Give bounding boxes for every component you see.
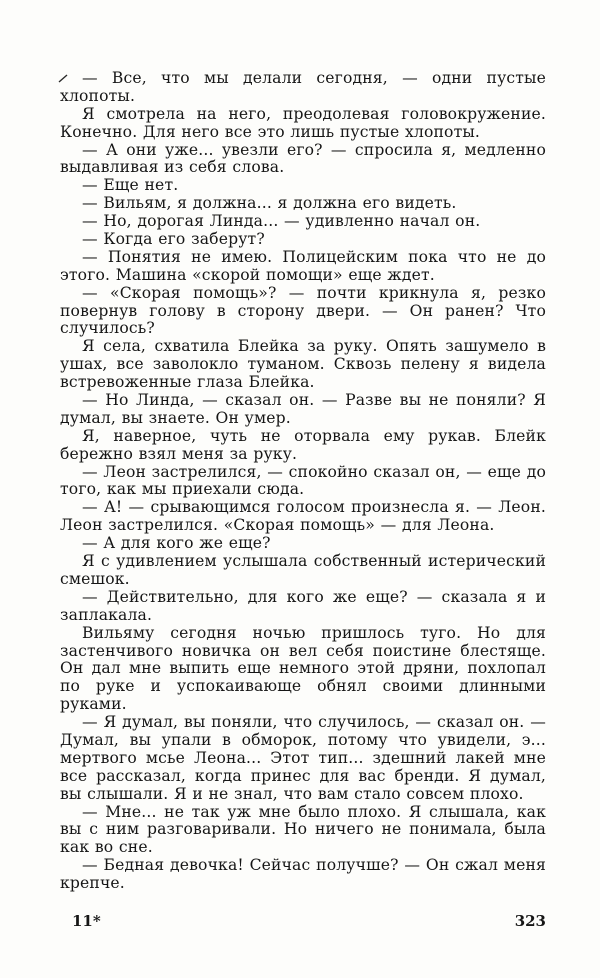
paragraph: — Но Линда, — сказал он. — Разве вы не поняли? Я думал, вы знаете. Он умер. bbox=[60, 391, 546, 427]
paragraph: — Еще нет. bbox=[82, 176, 179, 195]
paragraph: — Вильям, я должна... я должна его видеть. bbox=[82, 194, 457, 213]
paragraph: — Когда его заберут? bbox=[82, 230, 265, 249]
paragraph: Я, наверное, чуть не оторвала ему рукав. Блейк бережно взял меня за руку. bbox=[60, 426, 546, 463]
paragraph: Вильяму сегодня ночью пришлось туго. Но для застенчивого новичка он вел себя поистине блестяще. Он дал мне выпить еще немного этой дряни, похлопал по руке и успокаивающе обнял своими длинными руками. bbox=[60, 623, 546, 714]
signature-mark: 11* bbox=[72, 912, 101, 930]
paragraph: — Леон застрелился, — спокойно сказал он, — еще до того, как мы приехали сюда. bbox=[60, 462, 546, 499]
paragraph: Я с удивлением услышала собственный истерический смешок. bbox=[60, 552, 546, 588]
paragraph: — Понятия не имею. Полицейским пока что не до этого. Машина «скорой помощи» еще ждет. bbox=[60, 247, 546, 284]
paragraph: — Но, дорогая Линда... — удивленно начал он. bbox=[82, 212, 481, 231]
paragraph: — А они уже... увезли его? — спросила я, медленно выдавливая из себя слова. bbox=[60, 140, 546, 177]
paragraph: — «Скорая помощь»? — почти крикнула я, резко повернув голову в сторону двери. — Он ранен? Что случилось? bbox=[60, 283, 546, 338]
paragraph: Я села, схватила Блейка за руку. Опять зашумело в ушах, все заволокло туманом. Сквозь пелену я видела встревоженные глаза Блейка. bbox=[60, 337, 546, 392]
paragraph: — Я думал, вы поняли, что случилось, — сказал он. — Думал, вы упали в обморок, потому что увидели, э... мертвого мсье Леона... Этот тип... здешний лакей мне все рассказал, когда принес для вас бренди. Я думал, вы слышали. Я и не знал, что вам стало совсем плохо. bbox=[60, 713, 546, 803]
paragraph: — Мне... не так уж мне было плохо. Я слышала, как вы с ним разговаривали. Но ничего не понимала, была как во сне. bbox=[60, 802, 546, 857]
paragraph: — А для кого же еще? bbox=[82, 534, 271, 553]
page-body-text bbox=[60, 70, 546, 893]
paragraph: — Все, что мы делали сегодня, — одни пустые хлопоты. bbox=[60, 69, 546, 105]
paragraph: — Действительно, для кого же еще? — сказала я и заплакала. bbox=[60, 587, 546, 624]
page-number: 323 bbox=[514, 912, 546, 930]
paragraph: — А! — срывающимся голосом произнесла я. — Леон. Леон застрелился. «Скорая помощь» — для Леона. bbox=[60, 498, 546, 535]
paragraph: — Бедная девочка! Сейчас получше? — Он сжал меня крепче. bbox=[60, 856, 546, 893]
paragraph: Я смотрела на него, преодолевая головокружение. Конечно. Для него все это лишь пустые хлопоты. bbox=[60, 104, 546, 141]
